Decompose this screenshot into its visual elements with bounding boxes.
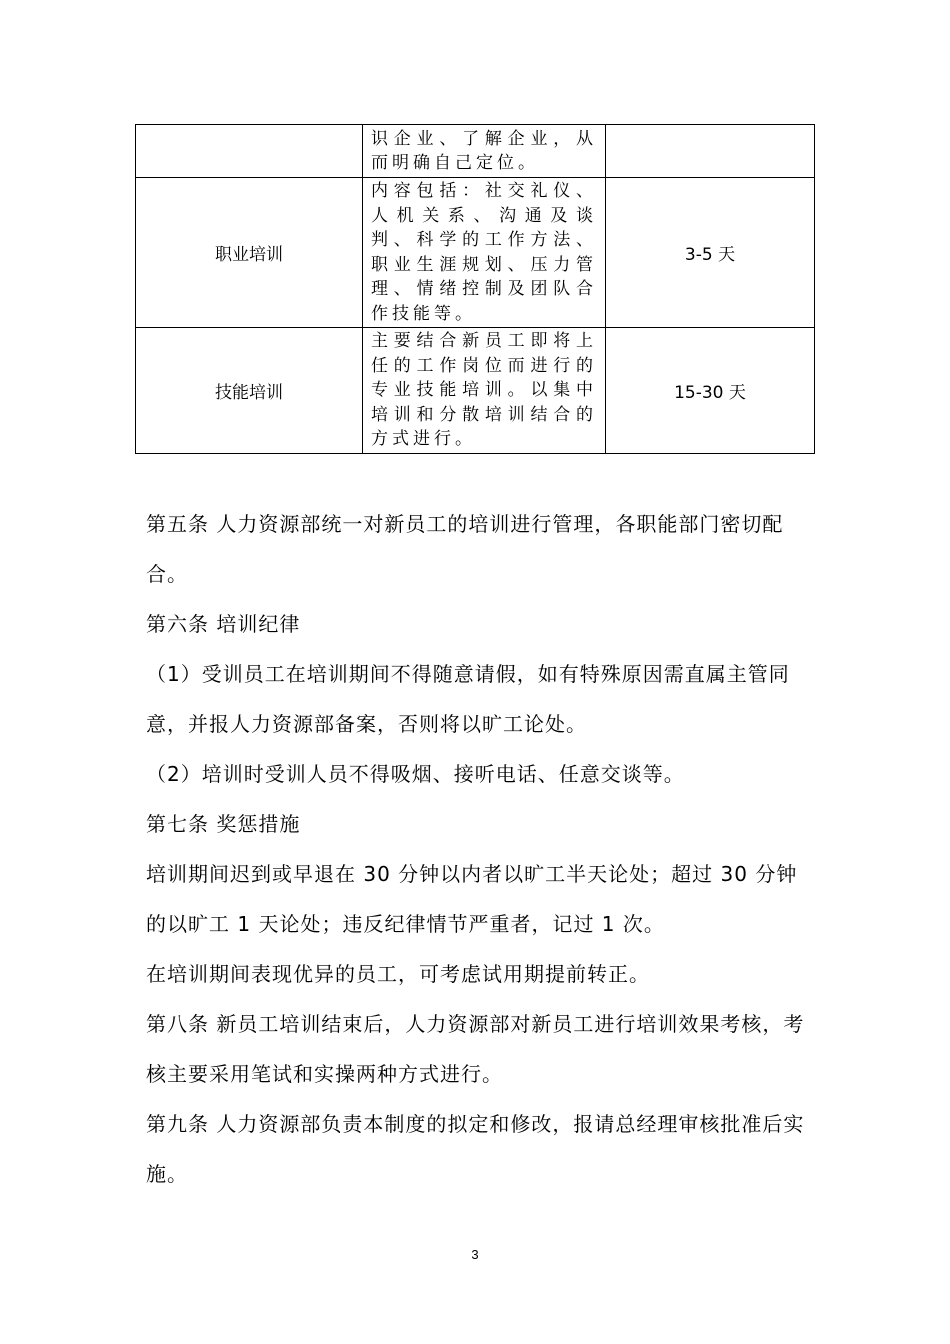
paragraph: 第五条 人力资源部统一对新员工的培训进行管理，各职能部门密切配合。 [146,512,784,586]
training-table [135,124,815,454]
training-duration-cell: 3-5 天 [606,178,815,328]
paragraph: 第九条 人力资源部负责本制度的拟定和修改，报请总经理审核批准后实施。 [146,1112,805,1186]
training-duration-cell: 15-30 天 [606,328,815,454]
training-content-cell [363,125,606,178]
training-name-cell: 职业培训 [136,178,363,328]
paragraph: 培训期间迟到或早退在 30 分钟以内者以旷工半天论处；超过 30 分钟的以旷工 1 天论处；违反纪律情节严重者，记过 1 次。 [146,862,798,936]
paragraph: 第七条 奖惩措施 [146,812,301,836]
training-content: 内容包括：社交礼仪、人机关系、沟通及谈判、科学的工作方法、职业生涯规划、压力管理、情绪控制及团队合作技能等。 [371,181,597,324]
paragraph: 第六条 培训纪律 [146,612,301,636]
paragraph: （2）培训时受训人员不得吸烟、接听电话、任意交谈等。 [146,762,685,786]
table-row [136,125,815,178]
training-name-cell: 技能培训 [136,328,363,454]
table-row [136,328,815,454]
training-content-cell [363,328,606,454]
training-duration-cell [606,125,815,178]
paragraph: 第八条 新员工培训结束后，人力资源部对新员工进行培训效果考核，考核主要采用笔试和实操两种方式进行。 [146,1012,805,1086]
paragraph: 在培训期间表现优异的员工，可考虑试用期提前转正。 [146,962,650,986]
paragraph: （1）受训员工在培训期间不得随意请假，如有特殊原因需直属主管同意，并报人力资源部备案，否则将以旷工论处。 [146,662,790,736]
table-row [136,178,815,328]
training-content: 识企业、了解企业，从而明确自己定位。 [371,128,597,173]
training-name-cell [136,125,363,178]
training-content-cell [363,178,606,328]
body-text [146,499,811,1199]
page-number: 3 [471,1247,479,1262]
training-content: 主要结合新员工即将上任的工作岗位而进行的专业技能培训。以集中培训和分散培训结合的方式进行。 [371,331,597,449]
